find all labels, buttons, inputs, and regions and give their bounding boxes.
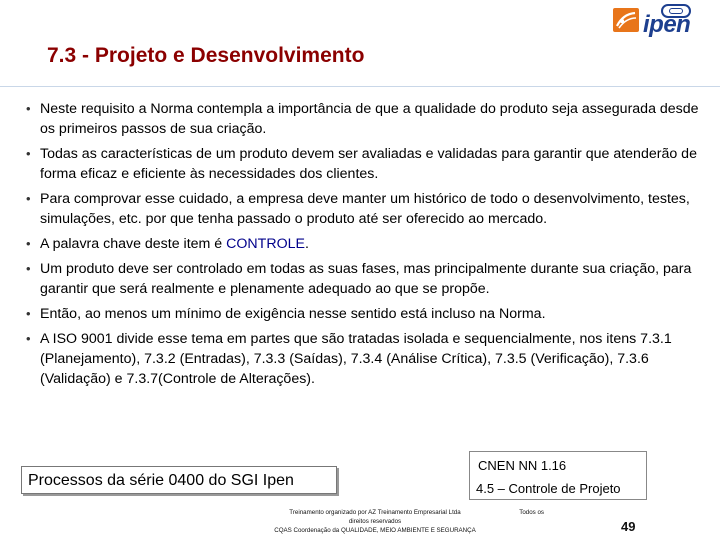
bullet-dot-icon: • — [26, 306, 31, 321]
bullet-text: Para comprovar esse cuidado, a empresa deve manter um histórico de todo o desenvolvimento, testes, simulações, etc. por que tenha passado o produto até ser oferecido ao mercado. — [40, 191, 690, 227]
bullet-item — [26, 99, 702, 139]
bullet-text: Um produto deve ser controlado em todas as suas fases, mas principalmente durante sua criação, para garantir que será realmente e plenamente adequado ao que se propõe. — [40, 261, 692, 297]
bullet-dot-icon: • — [26, 261, 31, 276]
cnen-section: 4.5 – Controle de Projeto — [476, 481, 621, 496]
bullet-dot-icon: • — [26, 331, 31, 346]
footer-line1-right: Todos os — [519, 509, 544, 516]
bullet-dot-icon: • — [26, 191, 31, 206]
bullet-text: Então, ao menos um mínimo de exigência nesse sentido está incluso na Norma. — [40, 306, 546, 322]
ipen-logo-wordmark: ipen — [643, 11, 691, 38]
footer-line2: direitos reservados — [348, 518, 402, 525]
bullet-item — [26, 259, 702, 299]
title-divider — [0, 86, 720, 87]
bullet-item — [26, 304, 702, 324]
footer-line3: CQAS Coordenação da QUALIDADE, MEIO AMBIENTE E SEGURANÇA — [274, 527, 476, 534]
ipen-logo-mark-icon — [613, 8, 639, 32]
bullet-item — [26, 189, 702, 229]
ipen-logo — [613, 4, 713, 36]
slide-footer — [210, 508, 544, 535]
process-series-box: Processos da série 0400 do SGI Ipen — [21, 466, 337, 494]
page-number: 49 — [621, 519, 636, 534]
bullet-item — [26, 144, 702, 184]
bullet-text: Neste requisito a Norma contempla a importância de que a qualidade do produto seja assegurada desde os primeiros passos de sua criação. — [40, 101, 699, 137]
keyword-controle: CONTROLE — [226, 236, 305, 252]
bullet-text: Todas as características de um produto devem ser avaliadas e validadas para garantir que atenderão de forma eficaz e eficiente às necessidades dos clientes. — [40, 146, 697, 182]
cnen-norm: CNEN NN 1.16 — [478, 458, 567, 473]
cnen-reference-box — [469, 451, 647, 500]
bullet-text-suffix: . — [304, 236, 309, 252]
bullet-dot-icon: • — [26, 146, 31, 161]
bullet-dot-icon: • — [26, 101, 31, 116]
footer-line1: Treinamento organizado por AZ Treinamento Empresarial Ltda — [289, 509, 461, 516]
bullet-item — [26, 329, 702, 389]
bullet-text: A ISO 9001 divide esse tema em partes que são tratadas isolada e sequencialmente, nos itens 7.3.1 (Planejamento), 7.3.2 (Entradas), 7.3.3 (Saídas), 7.3.4 (Análise Crítica), 7.3.5 (Verificação), 7.3.6 (Validação) e 7.3.7(Controle de Alterações). — [40, 331, 672, 387]
bullet-text-prefix: A palavra chave deste item é — [40, 236, 227, 252]
bullet-list — [26, 99, 702, 394]
slide-title: 7.3 - Projeto e Desenvolvimento — [47, 44, 365, 67]
bullet-item — [26, 234, 702, 254]
bullet-dot-icon: • — [26, 236, 31, 251]
